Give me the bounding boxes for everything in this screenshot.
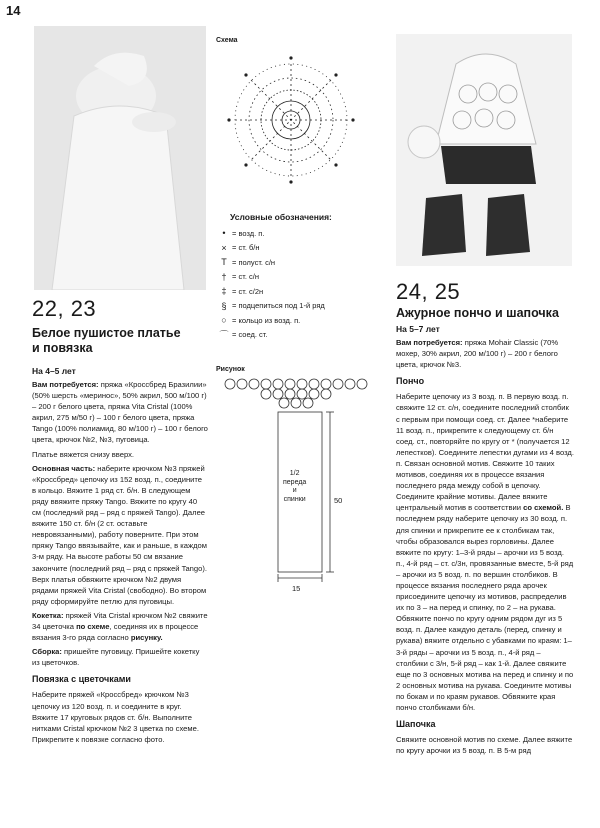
legend-item — [216, 241, 376, 256]
half-double-crochet-icon: T — [221, 257, 227, 268]
hat-title: Шапочка — [396, 719, 436, 730]
yoke-bold-1: по схеме — [76, 621, 110, 631]
main-part-label: Основная часть: — [32, 463, 96, 473]
drawing-label: Рисунок — [216, 366, 245, 373]
intro-paragraph: Платье вяжется снизу вверх. — [32, 449, 135, 459]
dim-and: и — [292, 487, 297, 494]
legend-text: = возд. п. — [232, 228, 265, 238]
title-line-2: и повязка — [32, 341, 93, 355]
yoke-flower-row — [225, 379, 367, 408]
materials-text: пряжа Mohair Classic (70% мохер, 30% акрил, 200 м/100 г) – 200 г белого цвета, крючок №3. — [396, 338, 559, 370]
hook-under-row-icon: § — [221, 300, 227, 311]
instructions-left — [32, 379, 208, 748]
yoke-paragraph — [32, 610, 208, 643]
instructions-right — [396, 337, 574, 759]
materials-label: Вам потребуется: — [396, 338, 463, 347]
materials-label: Вам потребуется: — [32, 380, 99, 389]
legend-title: Условные обозначения: — [230, 212, 332, 222]
dress-photo — [34, 26, 206, 290]
legend-item — [216, 313, 376, 328]
main-part-paragraph — [32, 463, 208, 607]
poncho-text-2: В последнем ряду наберите цепочку из 30 возд. п. для спинки и прикрепите ее к столбикам так, чтобы образовался вырез горловины. Далее вяжите по кругу: 1–3-й ряды – арочки из 5 возд. п., 4-й ряд – ст. с/3н, провязанные вместе, 5-й ряд – арочки из 5 возд. п. по вершин столбиков. В процессе вязания последнего ряда арочек присоедините цепочку из мотивов, распределив их по 3 – на перед и спинку, по 2 – на рукава. Обвяжите пончо по кругу одним рядом дуг из 5 возд. п. Далее каждую деталь (перед, спинку и рукава) вяжите отдельно с убавками по краям: 1–3-й ряды – арочки из 5 возд. п., 4-й ряд – столбики с 3/н, 5-й ряд – как 1-й. Далее свяжите еще по 3 основных мотива на перед и спинку и по 2 основных мотива на рукава. Соедините мотивы по бокам и по краям рукавов. Обвяжите края пончо столбиками б/н. — [396, 503, 574, 712]
legend-text: = полуст. с/н — [232, 257, 276, 267]
project-title-left — [32, 326, 181, 356]
poncho-text-1: Наберите цепочку из 3 возд. п. В первую возд. п. свяжите 12 ст. с/н, соедините последний столбик с первым при помощи соед. ст. Далее *наберите 11 возд. п., прикрепите к следующему ст. б/н соед. ст., повторяйте по кругу от * (получается 12 лепестков). Соедините лепестки дугами из 4 возд. п. Связан основной мотив. Свяжите 10 таких мотивов, соединяя их в процессе вязания последнего ряда между собой в цепочку. Соедините крайние мотивы. Далее вяжите центральный мотив в соответствии — [396, 392, 574, 513]
materials-paragraph — [32, 379, 208, 446]
legend-item — [216, 270, 376, 285]
page-number: 14 — [6, 3, 21, 18]
project-title-right: Ажурное пончо и шапочка — [396, 306, 559, 320]
single-crochet-icon: × — [221, 242, 227, 253]
dim-width: 15 — [292, 584, 301, 593]
assembly-paragraph — [32, 646, 208, 668]
poncho-photo — [396, 34, 572, 266]
slip-stitch-icon: ⌒ — [219, 330, 229, 341]
dim-half: 1/2 — [289, 470, 300, 477]
legend — [216, 212, 376, 342]
poncho-illustration — [396, 34, 572, 266]
dress-illustration — [34, 26, 206, 290]
dim-front: переда — [283, 478, 307, 486]
legend-text: = подцепиться под 1-й ряд — [232, 301, 325, 311]
legend-text: = ст. с/2н — [232, 286, 264, 296]
assembly-text: пришейте пуговицу. Пришейте кокетку из цветочков. — [32, 647, 200, 668]
yoke-bold-2: рисунку. — [130, 633, 163, 643]
assembly-label: Сборка: — [32, 647, 62, 657]
main-part-text: наберите крючком №3 пряжей «Кроссбред» цепочку из 152 возд. п., соедините в кольцо. Вяжите 1 ряд ст. б/н. В следующем ряду ввяжите пряжу Tango. Вяжите по кругу 40 см (последний ряд – ряд с пряжей Tango). Далее вяжите 150 ст. б/н (2 ст. оставьте невровязанными), работу поверните. При этом пряжу Tango ввязывайте, как и раньше, в каждом 3-м ряду. На высоте работы 50 см вязание закончите (последний ряд – ряд с пряжей Tango). Верх платья обвяжите крючком №2 двумя рядами пряжей Vita Cristal (свободно). Во втором ряду сформируйте петлю для пуговицы. — [32, 463, 207, 606]
headband-title: Повязка с цветочками — [32, 674, 131, 685]
poncho-paragraph — [396, 391, 574, 713]
dim-back: спинки — [283, 495, 306, 503]
poncho-title: Пончо — [396, 376, 425, 387]
crochet-scheme — [226, 50, 356, 190]
project-numbers-left: 22, 23 — [32, 296, 97, 321]
legend-item — [216, 284, 376, 299]
chain-stitch-icon: • — [222, 228, 226, 239]
project-numbers-right: 24, 25 — [396, 279, 461, 304]
legend-item — [216, 299, 376, 314]
legend-text: = соед. ст. — [232, 330, 268, 340]
treble-crochet-icon: ‡ — [221, 286, 227, 297]
legend-item — [216, 255, 376, 270]
double-crochet-icon: † — [221, 271, 227, 282]
yoke-label: Кокетка: — [32, 610, 64, 620]
legend-text: = кольцо из возд. п. — [232, 315, 301, 325]
legend-text: = ст. б/н — [232, 243, 260, 253]
legend-item — [216, 328, 376, 343]
drawing-part-label — [283, 470, 306, 504]
legend-text: = ст. с/н — [232, 272, 259, 282]
legend-item — [216, 226, 376, 241]
scheme-label: Схема — [216, 37, 238, 44]
poncho-bold: со схемой. — [523, 503, 564, 513]
headband-paragraph: Наберите пряжей «Кроссбред» крючком №3 цепочку из 120 возд. п. и соедините в круг. Вяжите 17 круговых рядов ст. б/н. Выполните нитками Cristal крючком №2 3 цветка по схеме. Прикрепите к повязке согласно фото. — [32, 690, 199, 744]
title-line-1: Белое пушистое платье — [32, 326, 181, 340]
yoke-text-1: пряжей Vita Cristal крючком №2 свяжите 34 цветочка — [32, 610, 208, 631]
age-left: На 4–5 лет — [32, 366, 76, 376]
hat-paragraph: Свяжите основной мотив по схеме. Далее вяжите по кругу арочки из 5 возд. п. В 5-м ряд — [396, 735, 573, 756]
age-right: На 5–7 лет — [396, 324, 440, 334]
materials-paragraph — [396, 337, 574, 370]
chain-ring-icon: ○ — [221, 315, 227, 326]
dim-height: 50 — [334, 496, 343, 505]
yoke-text-2: , соединяя их в процессе вязания 3-го ряда согласно — [32, 621, 199, 643]
materials-text: пряжа «Кроссбред Бразилии» (50% шерсть «меринос», 50% акрил, 500 м/100 г) – 200 г белого цвета, пряжа Vita Cristal (100% акрил, 275 м/50 г) – 100 г белого цвета, пряжа Tango (100% полиамид, 80 м/100 г) – 100 г белого цвета, крючок №2, №3, пуговица. — [32, 380, 208, 445]
